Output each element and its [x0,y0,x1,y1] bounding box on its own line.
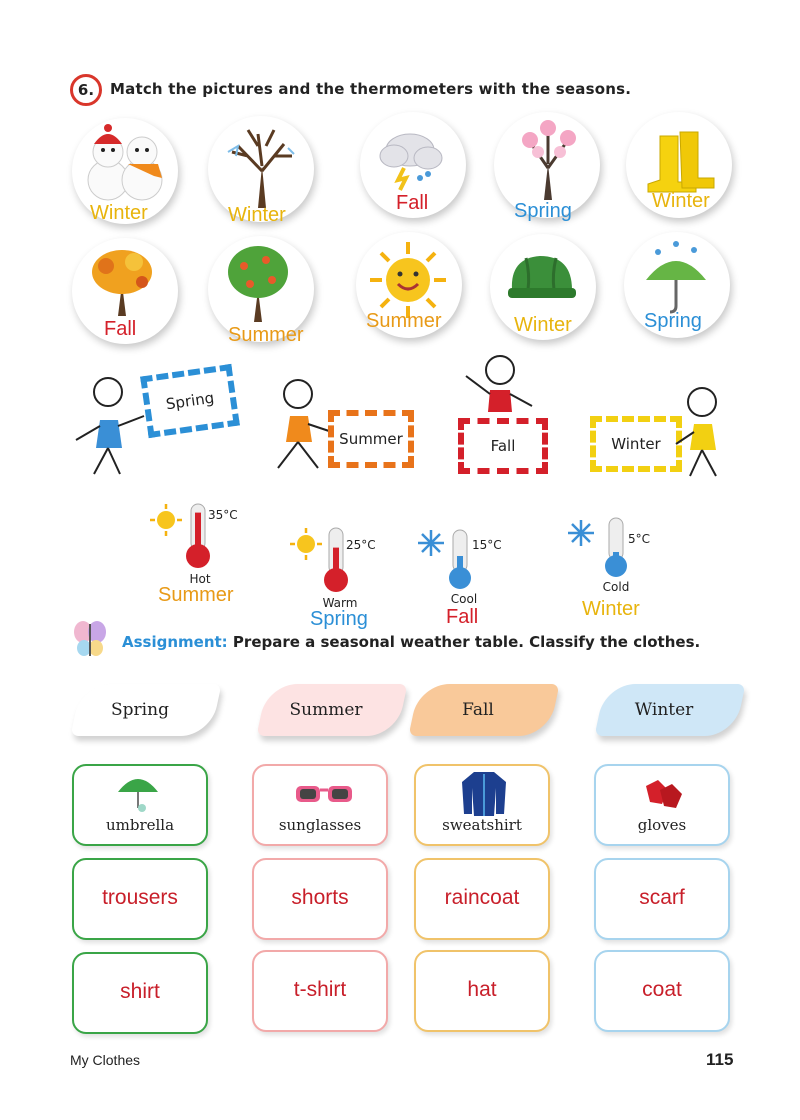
picture-label: Fall [396,192,429,214]
card-label: hat [467,978,497,1001]
thermometer-season: Spring [310,608,368,630]
thermometer-icon [316,524,356,596]
footer-chapter: My Clothes [70,1052,141,1068]
season-tab-label: Spring [111,700,169,720]
thermometer-cold [566,514,696,624]
season-tab-label: Winter [634,700,694,720]
picture-label: Winter [652,190,710,212]
card-hat[interactable] [414,950,550,1032]
snowflake-icon [566,518,596,548]
thermometer-season: Fall [446,606,479,628]
picture-label: Winter [514,314,572,336]
picture-snowmen[interactable] [72,118,178,224]
card-shorts[interactable] [252,858,388,940]
picture-bare-tree[interactable] [208,116,314,226]
card-label: scarf [639,886,685,909]
assignment-label: Assignment: [122,633,228,651]
card-label: trousers [102,886,178,909]
card-scarf[interactable] [594,858,730,940]
butterfly-icon [72,618,108,658]
card-coat[interactable] [594,950,730,1032]
picture-label: Winter [228,204,286,226]
thermometer-fill [195,513,201,554]
thermometer-icon [440,526,480,594]
picture-rain-boots[interactable] [626,112,732,218]
card-label: t-shirt [293,978,347,1001]
card-label: shirt [120,980,160,1003]
thermometer-word: Warm [322,596,358,610]
season-tab-label: Fall [462,700,494,720]
card-label: sunglasses [278,816,362,834]
thermometer-word: Cool [450,592,478,606]
thermometer-icon [596,514,636,582]
card-umbrella[interactable] [72,764,208,846]
thermometer-fill [333,548,339,578]
card-label: shorts [291,886,349,909]
card-label: raincoat [444,886,520,909]
gloves-icon [642,776,686,812]
sweatshirt-icon [458,768,510,820]
exercise-instruction: Match the pictures and the thermometers with the seasons. [110,80,632,98]
thermometer-word: Hot [189,572,211,586]
sign-winter [590,416,682,472]
picture-storm-cloud[interactable] [360,112,466,218]
assignment-text: Prepare a seasonal weather table. Classify the clothes. [232,633,701,651]
exercise-number: 6. [70,74,102,106]
sign-label: Winter [611,435,661,453]
picture-blossom-tree[interactable] [494,112,600,222]
card-raincoat[interactable] [414,858,550,940]
card-label: umbrella [105,816,175,834]
picture-label: Spring [644,310,702,332]
thermometer-temp: 35°C [208,508,238,522]
season-tab-label: Summer [289,700,363,720]
sign-label: Fall [490,437,516,455]
thermometer-word: Cold [602,580,630,594]
umbrella-icon [114,770,164,814]
thermometer-temp: 15°C [472,538,502,552]
picture-fruit-tree[interactable] [208,236,314,346]
stick-figure-fall [456,350,546,420]
card-t-shirt[interactable] [252,950,388,1032]
thermometer-hot [148,500,278,610]
picture-label: Fall [104,318,137,340]
picture-label: Summer [366,310,442,332]
stick-figure-spring [64,370,154,480]
sign-spring [140,364,240,438]
picture-smiling-sun[interactable] [356,232,462,338]
picture-label: Winter [90,202,148,224]
sign-summer [328,410,414,468]
page-number: 115 [706,1050,734,1069]
card-gloves[interactable] [594,764,730,846]
picture-autumn-tree[interactable] [72,238,178,344]
picture-umbrella-rain[interactable] [624,232,730,338]
thermometer-season: Summer [158,584,234,606]
picture-label: Summer [228,324,304,346]
card-label: sweatshirt [442,816,522,834]
thermometer-fill [457,556,463,576]
card-shirt[interactable] [72,952,208,1034]
thermometer-fill [613,552,619,564]
picture-label: Spring [514,200,572,222]
stick-figure-winter [670,380,740,480]
card-trousers[interactable] [72,858,208,940]
sign-fall [458,418,548,474]
card-label: gloves [637,816,687,834]
picture-green-hat[interactable] [490,234,596,340]
card-label: coat [642,978,682,1001]
sunglasses-icon [294,780,354,808]
thermometer-temp: 5°C [628,532,651,546]
thermometer-cool [416,526,526,636]
thermometer-season: Winter [582,598,640,620]
sign-label: Spring [164,388,216,414]
thermometer-temp: 25°C [346,538,376,552]
sign-label: Summer [339,430,403,448]
card-sweatshirt[interactable] [414,764,550,846]
assignment [122,633,700,651]
thermometer-warm [288,524,418,634]
card-sunglasses[interactable] [252,764,388,846]
